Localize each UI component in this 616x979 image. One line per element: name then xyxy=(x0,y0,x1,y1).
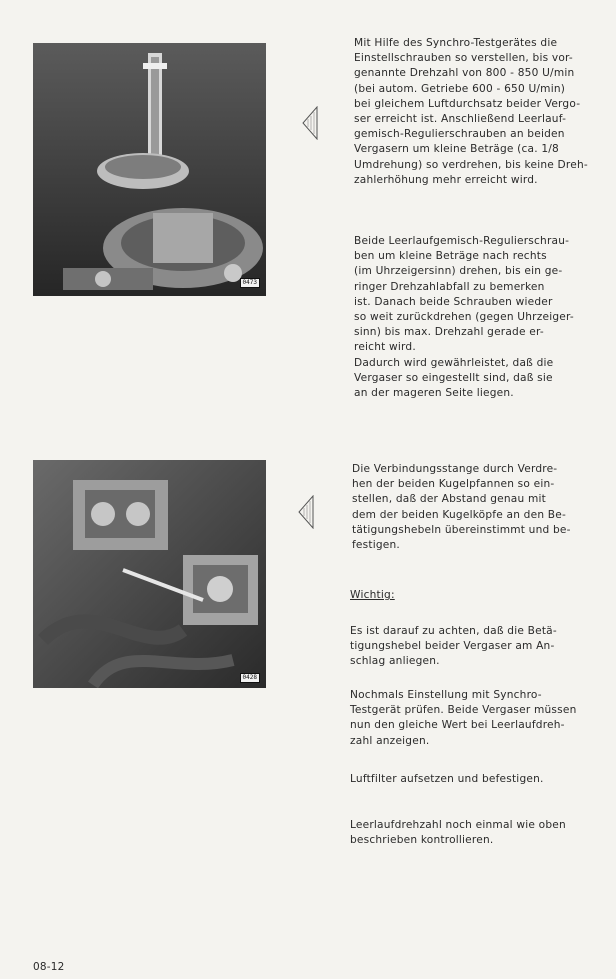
photo-label: 0473 xyxy=(240,278,260,288)
photo-illustration xyxy=(33,43,266,296)
carburetor-with-synchro-tester-photo xyxy=(33,43,266,296)
instruction-paragraph: Die Verbindungsstange durch Verdre- hen der beiden Kugelpfannen so ein- stellen, daß der Abstand genau mit dem der beiden Kugelköpfe an den Be- tätigungshebeln übereinstimmt und be- festigen. xyxy=(352,463,571,552)
triangle-pointer-icon xyxy=(302,106,318,140)
instruction-paragraph: Beide Leerlaufgemisch-Regulierschrau- ben um kleine Beträge nach rechts (im Uhrzeigersinn) drehen, bis ein ge- ringer Drehzahlabfall zu bemerken ist. Danach beide Schrauben wieder so weit zurückdrehen (gegen Uhrzeiger- sinn) bis max. Drehzahl gerade er- reicht wird. Dadurch wird gewährleistet, daß die Vergaser so eingestellt sind, daß sie an der mageren Seite liegen. xyxy=(354,235,574,400)
twin-carburetor-linkage-photo xyxy=(33,460,266,688)
photo-label: 0428 xyxy=(240,673,260,683)
instruction-paragraph: Es ist darauf zu achten, daß die Betä- tigungshebel beider Vergaser am An- schlag anliegen. xyxy=(350,625,557,668)
instruction-paragraph: Leerlaufdrehzahl noch einmal wie oben beschrieben kontrollieren. xyxy=(350,819,566,847)
important-heading: Wichtig: xyxy=(350,589,395,601)
page-number: 08-12 xyxy=(33,961,65,973)
instruction-paragraph: Nochmals Einstellung mit Synchro- Testgerät prüfen. Beide Vergaser müssen nun den gleiche Wert bei Leerlaufdreh- zahl anzeigen. xyxy=(350,689,577,747)
triangle-pointer-icon xyxy=(298,495,314,529)
instruction-paragraph: Mit Hilfe des Synchro-Testgerätes die Einstellschrauben so verstellen, bis vor- genannte Drehzahl von 800 - 850 U/min (bei autom. Getriebe 600 - 650 U/min) bei gleichem Luftdurchsatz beider Vergo- ser erreicht ist. Anschließend Leerlauf- gemisch-Regulierschrauben an beiden Vergasern um kleine Beträge (ca. 1/8 Umdrehung) so verdrehen, bis keine Dreh- zahlerhöhung mehr erreicht wird. xyxy=(354,37,588,186)
instruction-paragraph: Luftfilter aufsetzen und befestigen. xyxy=(350,773,544,785)
photo-illustration xyxy=(33,460,266,688)
